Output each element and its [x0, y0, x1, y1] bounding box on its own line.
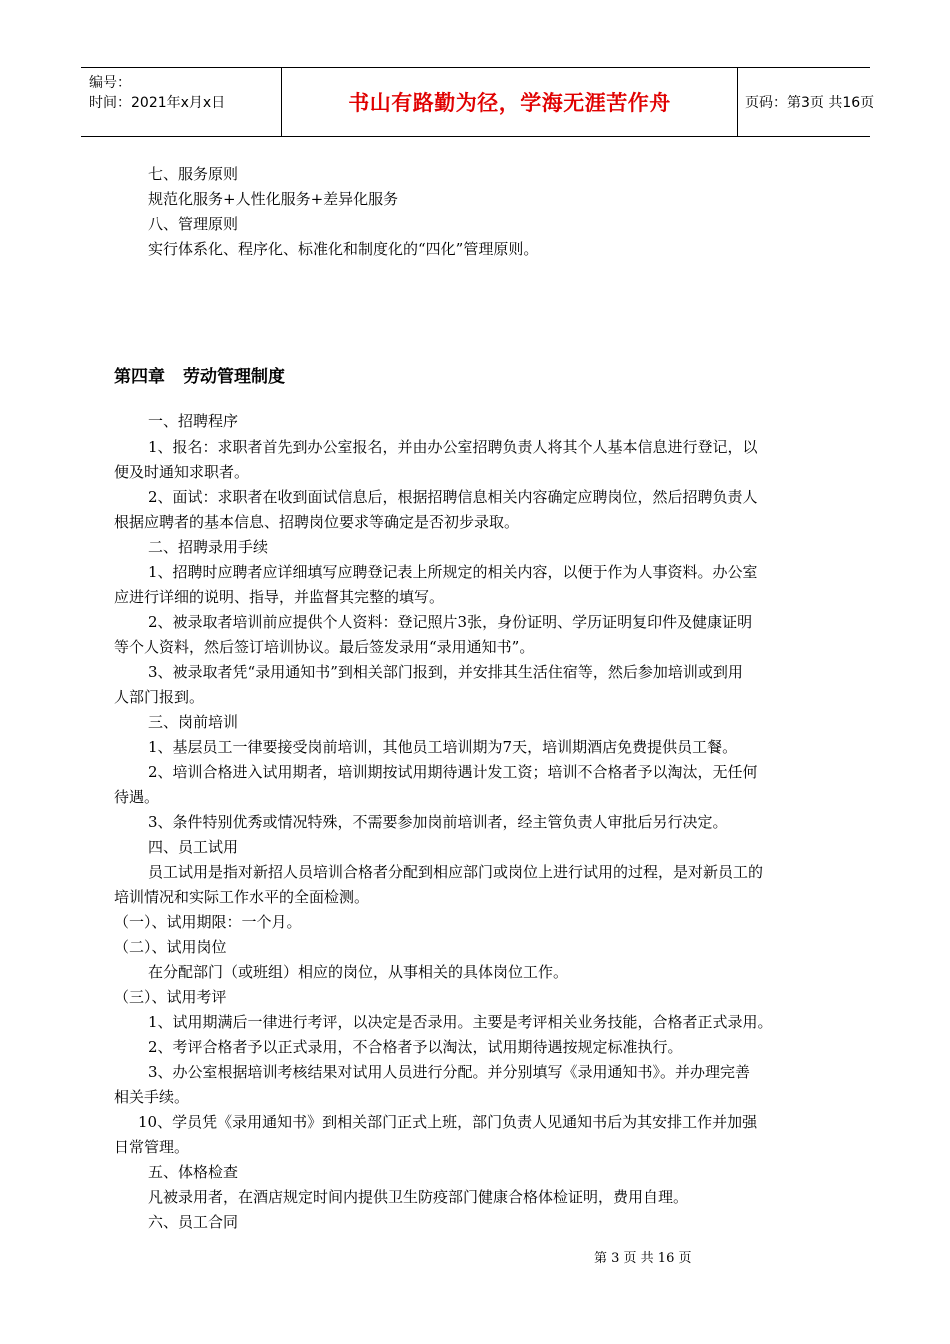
page-info: 页码：第3页 共16页	[745, 95, 875, 111]
body-line: 等个人资料，然后签订培训协议。最后签发录用“录用通知书”。	[114, 638, 535, 656]
page-header	[81, 67, 875, 137]
intro-line: 实行体系化、程序化、标准化和制度化的“四化”管理原则。	[148, 240, 539, 258]
body-line: 应进行详细的说明、指导，并监督其完整的填写。	[114, 588, 445, 606]
body-line: 日常管理。	[114, 1138, 190, 1156]
intro-line: 规范化服务+人性化服务+差异化服务	[148, 190, 399, 208]
motto: 书山有路勤为径，学海无涯苦作舟	[348, 91, 671, 115]
chapter-heading	[114, 362, 285, 387]
time-label: 时间：2021年x月x日	[89, 95, 226, 111]
body-line: 便及时通知求职者。	[114, 463, 250, 481]
body-line: 五、体格检查	[148, 1163, 239, 1181]
body-line: 四、员工试用	[148, 838, 239, 856]
body-line: 3、办公室根据培训考核结果对试用人员进行分配。并分别填写《录用通知书》。并办理完善	[148, 1063, 751, 1081]
body-line: 1、报名：求职者首先到办公室报名，并由办公室招聘负责人将其个人基本信息进行登记，以	[148, 438, 758, 456]
body-line: 3、被录取者凭“录用通知书”到相关部门报到，并安排其生活住宿等，然后参加培训或到用	[148, 663, 743, 681]
intro-line: 七、服务原则	[148, 165, 239, 183]
body-line: 一、招聘程序	[148, 412, 239, 430]
chapter-number: 第四章	[114, 367, 165, 387]
body-line: （一）、试用期限：一个月。	[114, 913, 302, 931]
body-line: 1、试用期满后一律进行考评，以决定是否录用。主要是考评相关业务技能，合格者正式录用。	[148, 1013, 773, 1031]
body-line: （三）、试用考评	[114, 988, 227, 1006]
body-line: 2、面试：求职者在收到面试信息后，根据招聘信息相关内容确定应聘岗位，然后招聘负责人	[148, 488, 758, 506]
body-line: 凡被录用者，在酒店规定时间内提供卫生防疫部门健康合格体检证明，费用自理。	[148, 1188, 689, 1206]
chapter-title: 劳动管理制度	[183, 367, 285, 387]
body-line: 人部门报到。	[114, 688, 205, 706]
body-line: 培训情况和实际工作水平的全面检测。	[114, 888, 370, 906]
body-line: （二）、试用岗位	[114, 938, 227, 956]
body-line: 六、员工合同	[148, 1213, 239, 1231]
body-line: 待遇。	[114, 788, 160, 806]
body-line: 2、考评合格者予以正式录用，不合格者予以淘汰，试用期待遇按规定标准执行。	[148, 1038, 683, 1056]
body-line: 1、基层员工一律要接受岗前培训，其他员工培训期为7天，培训期酒店免费提供员工餐。	[148, 738, 738, 756]
header-motto-cell	[281, 68, 738, 136]
number-label: 编号：	[89, 75, 131, 91]
body-line: 二、招聘录用手续	[148, 538, 269, 556]
page-footer: 第 3 页 共 16 页	[594, 1251, 692, 1266]
intro-line: 八、管理原则	[148, 215, 239, 233]
body-line: 相关手续。	[114, 1088, 190, 1106]
body-line: 2、被录取者培训前应提供个人资料：登记照片3张，身份证明、学历证明复印件及健康证明	[148, 613, 753, 631]
body-line: 2、培训合格进入试用期者，培训期按试用期待遇计发工资；培训不合格者予以淘汰，无任何	[148, 763, 758, 781]
body-line: 10、学员凭《录用通知书》到相关部门正式上班，部门负责人见通知书后为其安排工作并加强	[138, 1113, 758, 1131]
body-line: 1、招聘时应聘者应详细填写应聘登记表上所规定的相关内容，以便于作为人事资料。办公室	[148, 563, 758, 581]
body-line: 三、岗前培训	[148, 713, 239, 731]
body-line: 3、条件特别优秀或情况特殊，不需要参加岗前培训者，经主管负责人审批后另行决定。	[148, 813, 728, 831]
body-line: 在分配部门（或班组）相应的岗位，从事相关的具体岗位工作。	[148, 963, 569, 981]
body-line: 根据应聘者的基本信息、招聘岗位要求等确定是否初步录取。	[114, 513, 520, 531]
header-meta	[81, 68, 281, 136]
body-line: 员工试用是指对新招人员培训合格者分配到相应部门或岗位上进行试用的过程，是对新员工的	[148, 863, 764, 881]
